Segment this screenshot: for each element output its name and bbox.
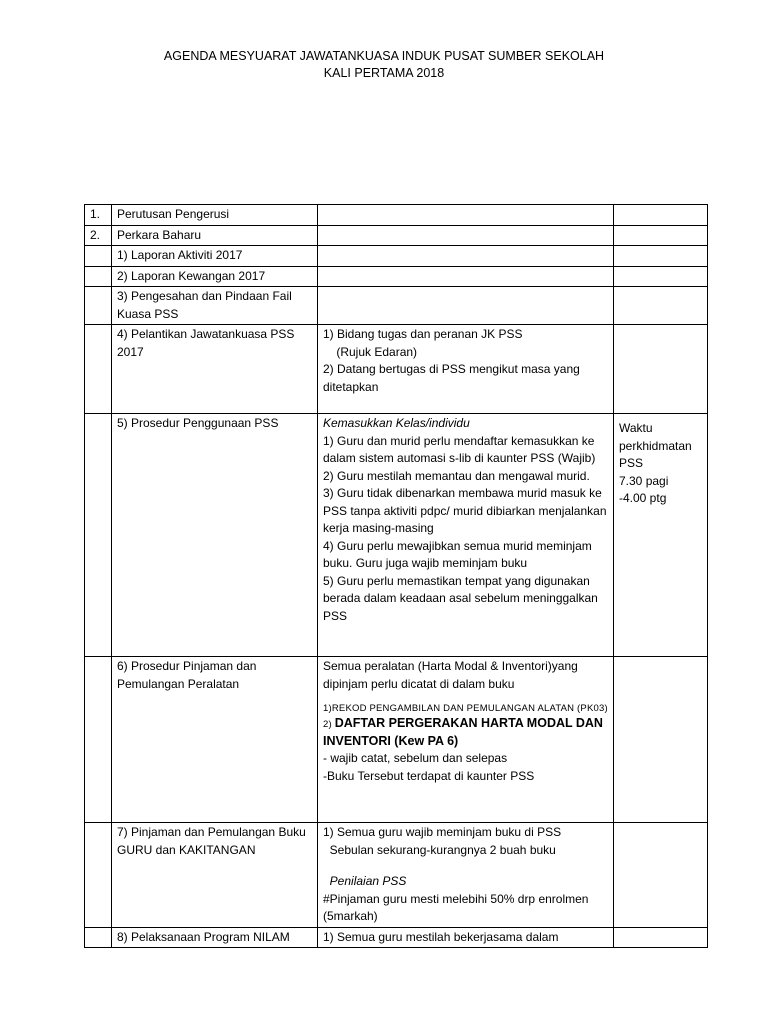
item-number [85, 414, 112, 657]
detail-line: 4) Guru perlu mewajibkan semua murid meminjam buku. Guru juga wajib meminjam buku [323, 538, 596, 570]
item-notes [614, 657, 708, 823]
item-title: 4) Pelantikan Jawatankuasa PSS 2017 [112, 325, 318, 414]
detail-line: 2) Datang bertugas di PSS mengikut masa yang ditetapkan [323, 362, 584, 394]
detail-line: -Buku Tersebut terdapat di kaunter PSS [323, 768, 535, 783]
title-line-1: AGENDA MESYUARAT JAWATANKUASA INDUK PUSAT SUMBER SEKOLAH [163, 49, 605, 63]
table-row [85, 823, 708, 928]
table-row [85, 225, 708, 246]
table-row [85, 246, 708, 267]
service-hours-note: Waktu [619, 421, 653, 435]
item-title: 2) Laporan Kewangan 2017 [112, 266, 318, 287]
item-notes [614, 266, 708, 287]
service-hours-note: perkhidmatan [619, 438, 692, 453]
service-hours-note: 7.30 pagi [619, 473, 669, 488]
item-details [318, 246, 614, 267]
detail-line: Sebulan sekurang-kurangnya 2 buah buku [323, 842, 556, 857]
item-notes [614, 325, 708, 414]
item-number: 2. [85, 225, 112, 246]
detail-line: 1) Guru dan murid perlu mendaftar kemasukkan ke dalam sistem automasi s-lib di kaunter PSS (Wajib) [323, 433, 598, 465]
detail-subheading: Penilaian PSS [323, 874, 407, 888]
item-details [318, 266, 614, 287]
agenda-table [84, 204, 708, 948]
item-title: 5) Prosedur Penggunaan PSS [112, 414, 318, 657]
item-title: 1) Laporan Aktiviti 2017 [112, 246, 318, 267]
list-number: 2) [323, 719, 335, 730]
service-hours-note: -4.00 ptg [619, 491, 667, 505]
table-row [85, 266, 708, 287]
item-number [85, 927, 112, 948]
table-row [85, 414, 708, 657]
service-hours-note: PSS [619, 456, 644, 470]
detail-line: 1)REKOD PENGAMBILAN DAN PEMULANGAN ALATAN (PK03) [323, 703, 608, 714]
item-details [318, 823, 614, 928]
item-notes [614, 414, 708, 657]
detail-heading: Kemasukkan Kelas/individu [323, 416, 470, 430]
detail-line: #Pinjaman guru mesti melebihi 50% drp enrolmen (5markah) [323, 891, 592, 923]
detail-line: - wajib catat, sebelum dan selepas [323, 751, 508, 765]
item-title: Perutusan Pengerusi [112, 205, 318, 226]
item-notes [614, 205, 708, 226]
item-number [85, 246, 112, 267]
table-row [85, 657, 708, 823]
table-row [85, 927, 708, 948]
item-title: 3) Pengesahan dan Pindaan Fail Kuasa PSS [112, 287, 318, 325]
table-row [85, 325, 708, 414]
detail-line: (Rujuk Edaran) [323, 344, 418, 359]
table-row [85, 205, 708, 226]
item-number [85, 266, 112, 287]
detail-line: 1) Semua guru wajib meminjam buku di PSS [323, 825, 562, 839]
detail-line: 2) Guru mestilah memantau dan mengawal murid. [323, 468, 590, 483]
bold-form-title: DAFTAR PERGERAKAN HARTA MODAL DAN INVENTORI (Kew PA 6) [323, 716, 607, 748]
item-details [318, 225, 614, 246]
detail-line [323, 715, 608, 750]
item-details [318, 657, 614, 823]
item-title: 7) Pinjaman dan Pemulangan Buku GURU dan KAKITANGAN [112, 823, 318, 928]
item-notes [614, 927, 708, 948]
item-details: 1) Semua guru mestilah bekerjasama dalam [318, 927, 614, 948]
item-number [85, 823, 112, 928]
item-title: 6) Prosedur Pinjaman dan Pemulangan Peralatan [112, 657, 318, 823]
item-details [318, 414, 614, 657]
document-title [0, 48, 768, 82]
item-notes [614, 225, 708, 246]
item-notes [614, 287, 708, 325]
item-notes [614, 246, 708, 267]
item-number [85, 657, 112, 823]
item-notes [614, 823, 708, 928]
detail-line: Semua peralatan (Harta Modal & Inventori)yang dipinjam perlu dicatat di dalam buku [323, 659, 582, 691]
item-number [85, 287, 112, 325]
detail-line: 1) Bidang tugas dan peranan JK PSS [323, 327, 523, 341]
item-title: 8) Pelaksanaan Program NILAM [112, 927, 318, 948]
item-number: 1. [85, 205, 112, 226]
item-title: Perkara Baharu [112, 225, 318, 246]
item-number [85, 325, 112, 414]
table-row [85, 287, 708, 325]
detail-line: 3) Guru tidak dibenarkan membawa murid masuk ke PSS tanpa aktiviti pdpc/ murid dibiarkan menjalankan kerja masing-masing [323, 486, 610, 535]
item-details [318, 205, 614, 226]
title-line-2: KALI PERTAMA 2018 [323, 66, 445, 80]
item-details [318, 287, 614, 325]
detail-line: 5) Guru perlu memastikan tempat yang digunakan berada dalam keadaan asal sebelum meninggalkan PSS [323, 573, 602, 623]
item-details [318, 325, 614, 414]
